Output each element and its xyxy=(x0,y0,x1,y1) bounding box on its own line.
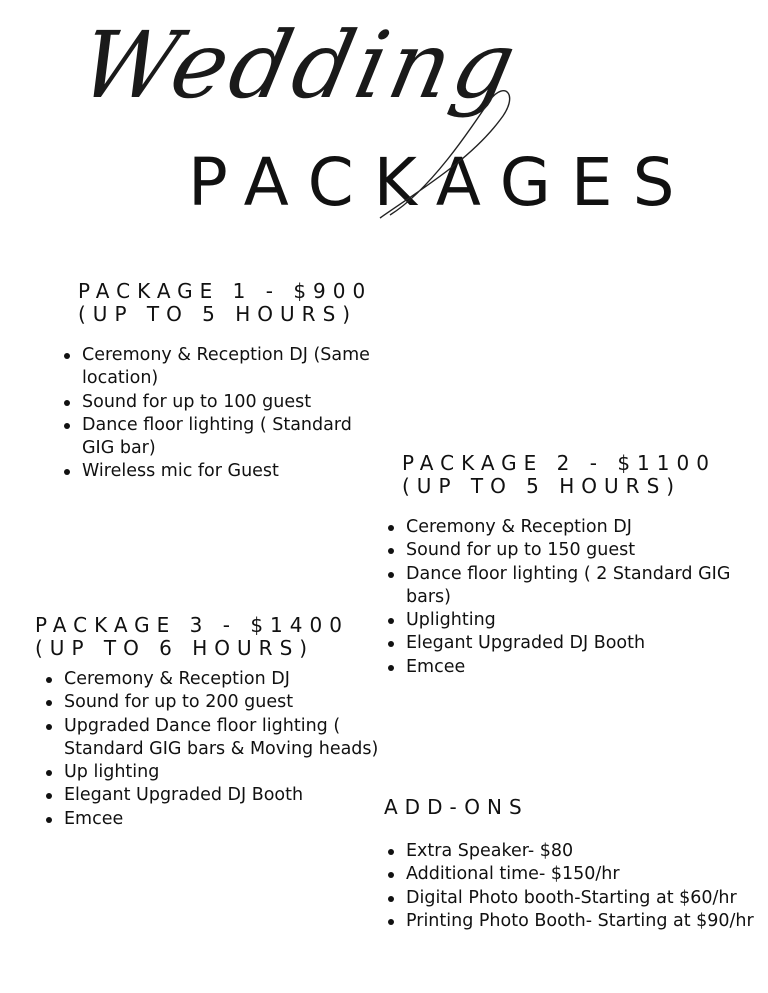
list-item: Ceremony & Reception DJ xyxy=(64,668,394,691)
package-2-title: PACKAGE 2 - $1100 xyxy=(402,451,716,475)
package-3-heading xyxy=(35,614,349,660)
addons-list xyxy=(386,840,768,933)
package-1-duration: (UP TO 5 HOURS) xyxy=(78,302,358,326)
package-3-title: PACKAGE 3 - $1400 xyxy=(35,613,349,637)
list-item: Dance floor lighting ( 2 Standard GIG bars) xyxy=(406,563,746,610)
list-item: Ceremony & Reception DJ (Same location) xyxy=(82,344,382,391)
script-title xyxy=(70,12,529,119)
list-item: Digital Photo booth-Starting at $60/hr xyxy=(406,887,768,910)
packages-title: PACKAGES xyxy=(188,144,695,221)
list-item: Sound for up to 150 guest xyxy=(406,539,746,562)
script-title-text: Wedding xyxy=(70,12,529,119)
list-item: Emcee xyxy=(406,656,746,679)
list-item: Sound for up to 100 guest xyxy=(82,391,382,414)
list-item: Ceremony & Reception DJ xyxy=(406,516,746,539)
list-item: Upgraded Dance floor lighting ( Standard GIG bars & Moving heads) xyxy=(64,715,394,762)
list-item: Printing Photo Booth- Starting at $90/hr xyxy=(406,910,768,933)
package-2-list xyxy=(386,516,746,679)
package-2-heading xyxy=(402,452,716,498)
package-1-list xyxy=(62,344,382,484)
list-item: Emcee xyxy=(64,808,394,831)
package-3-duration: (UP TO 6 HOURS) xyxy=(35,636,315,660)
package-2-duration: (UP TO 5 HOURS) xyxy=(402,474,682,498)
list-item: Additional time- $150/hr xyxy=(406,863,768,886)
list-item: Sound for up to 200 guest xyxy=(64,691,394,714)
list-item: Dance floor lighting ( Standard GIG bar) xyxy=(82,414,382,461)
list-item: Elegant Upgraded DJ Booth xyxy=(406,632,746,655)
package-3-list xyxy=(44,668,394,831)
list-item: Wireless mic for Guest xyxy=(82,460,382,483)
list-item: Up lighting xyxy=(64,761,394,784)
list-item: Elegant Upgraded DJ Booth xyxy=(64,784,394,807)
list-item: Uplighting xyxy=(406,609,746,632)
addons-heading: ADD-ONS xyxy=(384,795,529,819)
package-1-title: PACKAGE 1 - $900 xyxy=(78,279,373,303)
package-1-heading xyxy=(78,280,372,326)
list-item: Extra Speaker- $80 xyxy=(406,840,768,863)
